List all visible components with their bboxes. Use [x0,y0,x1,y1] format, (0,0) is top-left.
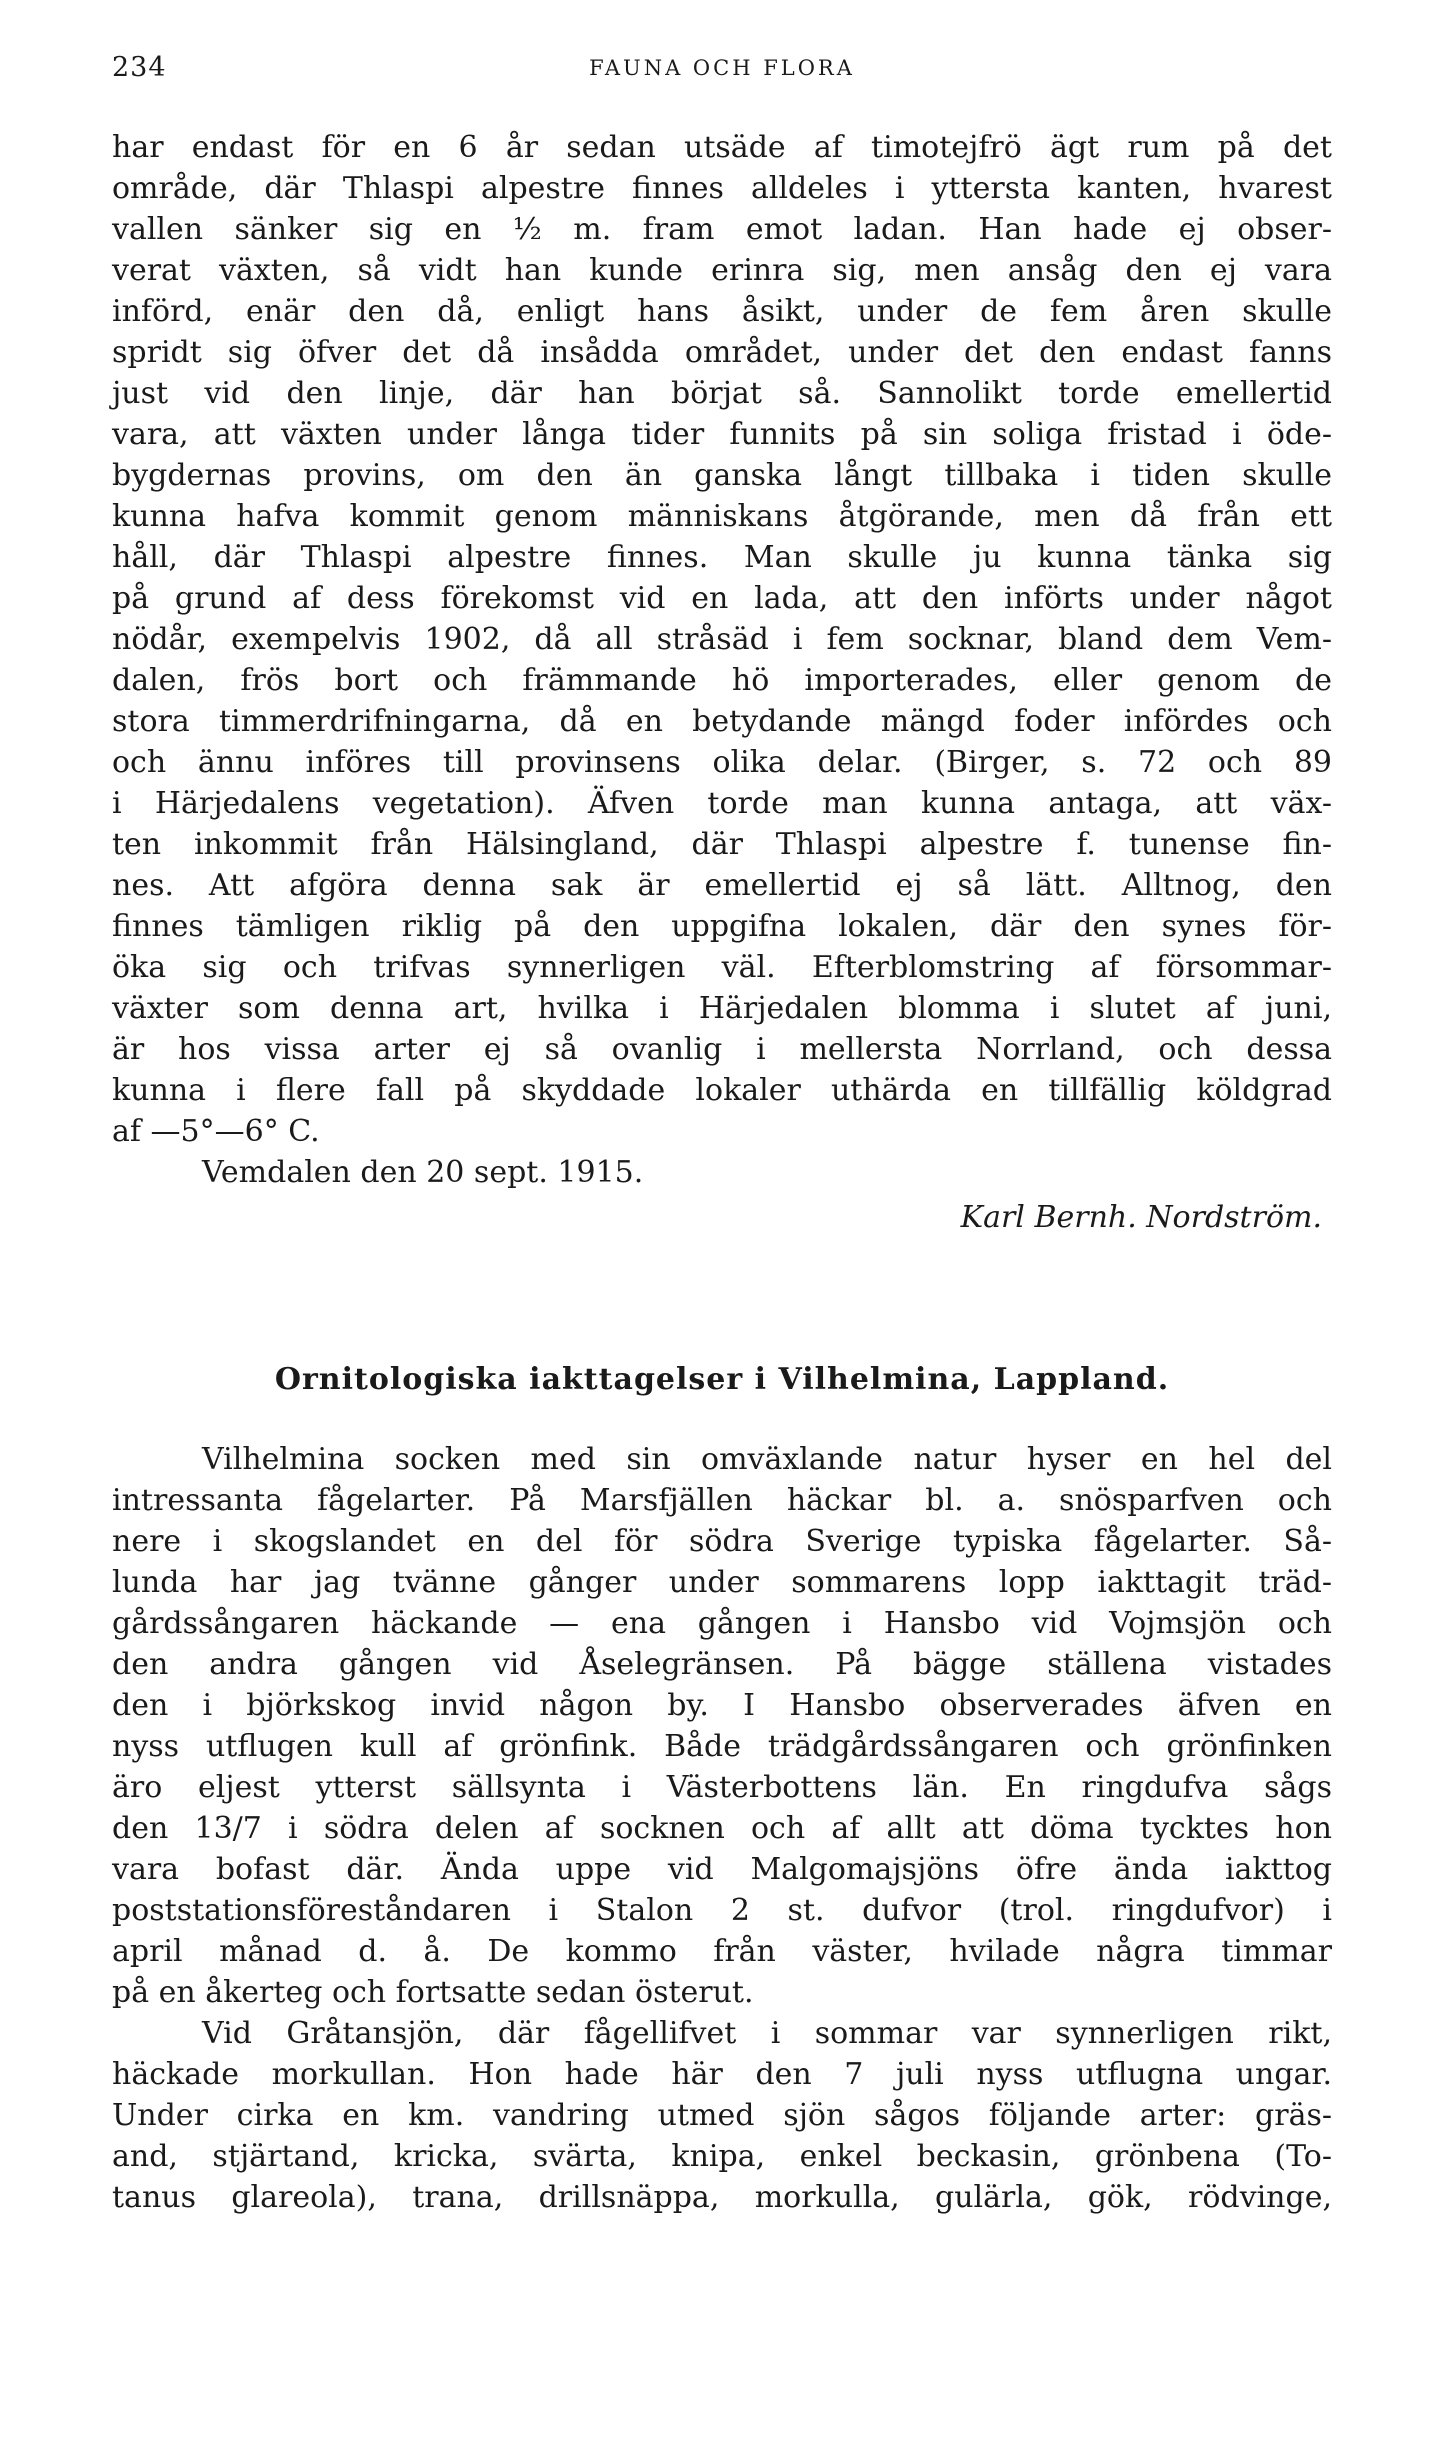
body-line: poststationsföreståndaren i Stalon 2 st. dufvor (trol. ringdufvor) i [112,1893,1332,1928]
body-line: ten inkommit från Hälsingland, där Thlaspi alpestre f. tunense fin- [112,827,1332,862]
body-line: lunda har jag tvänne gånger under sommarens lopp iakttagit träd- [112,1565,1332,1600]
body-line: stora timmerdrifningarna, då en betydande mängd foder infördes och [112,704,1332,739]
body-line: nere i skogslandet en del för södra Sverige typiska fågelarter. Så- [112,1524,1332,1559]
body-line: häckade morkullan. Hon hade här den 7 juli nyss utflugna ungar. [112,2057,1332,2092]
body-line: område, där Thlaspi alpestre finnes alldeles i yttersta kanten, hvarest [112,171,1332,206]
body-line: i Härjedalens vegetation). Äfven torde man kunna antaga, att väx- [112,786,1332,821]
body-line: verat växten, så vidt han kunde erinra sig, men ansåg den ej vara [112,253,1332,288]
body-line: på en åkerteg och fortsatte sedan österut. [112,1975,754,2010]
body-line: är hos vissa arter ej så ovanlig i mellersta Norrland, och dessa [112,1032,1332,1067]
body-line: öka sig och trifvas synnerligen väl. Efterblomstring af försommar- [112,950,1332,985]
body-line: kunna i flere fall på skyddade lokaler uthärda en tillfällig köldgrad [112,1073,1332,1108]
body-line: nödår, exempelvis 1902, då all stråsäd i fem socknar, bland dem Vem- [112,622,1332,657]
body-line: af —5°—6° C. [112,1114,320,1149]
body-line: håll, där Thlaspi alpestre finnes. Man skulle ju kunna tänka sig [112,540,1332,575]
dateline: Vemdalen den 20 sept. 1915. [202,1155,644,1190]
body-line: vara bofast där. Ända uppe vid Malgomajsjöns öfre ända iakttog [112,1852,1332,1887]
body-line: Vid Gråtansjön, där fågellifvet i sommar var synnerligen rikt, [202,2016,1332,2051]
body-line: tanus glareola), trana, drillsnäppa, morkulla, gulärla, gök, rödvinge, [112,2180,1332,2215]
body-line: nes. Att afgöra denna sak är emellertid ej så lätt. Alltnog, den [112,868,1332,903]
page-number: 234 [112,52,167,83]
author-signature: Karl Bernh. Nordström. [960,1200,1322,1235]
body-line: dalen, frös bort och främmande hö importerades, eller genom de [112,663,1332,698]
section-heading: Ornitologiska iakttagelser i Vilhelmina, Lappland. [274,1362,1170,1397]
body-line: den 13/7 i södra delen af socknen och af allt att döma tycktes hon [112,1811,1332,1846]
body-line: Vilhelmina socken med sin omväxlande natur hyser en hel del [202,1442,1332,1477]
body-line: gårdssångaren häckande — ena gången i Hansbo vid Vojmsjön och [112,1606,1332,1641]
body-line: införd, enär den då, enligt hans åsikt, under de fem åren skulle [112,294,1332,329]
body-line: intressanta fågelarter. På Marsfjällen häckar bl. a. snösparfven och [112,1483,1332,1518]
page-header [112,52,1332,92]
body-line: har endast för en 6 år sedan utsäde af timotejfrö ägt rum på det [112,130,1332,165]
body-line: Under cirka en km. vandring utmed sjön sågos följande arter: gräs- [112,2098,1332,2133]
body-line: äro eljest ytterst sällsynta i Västerbottens län. En ringdufva sågs [112,1770,1332,1805]
running-head: FAUNA OCH FLORA [589,56,855,80]
body-line: and, stjärtand, kricka, svärta, knipa, enkel beckasin, grönbena (To- [112,2139,1332,2174]
body-line: den andra gången vid Åselegränsen. På bägge ställena vistades [112,1647,1332,1682]
body-line: vallen sänker sig en ½ m. fram emot ladan. Han hade ej obser- [112,212,1332,247]
body-line: vara, att växten under långa tider funnits på sin soliga fristad i öde- [112,417,1332,452]
body-line: på grund af dess förekomst vid en lada, att den införts under något [112,581,1332,616]
body-line: just vid den linje, där han börjat så. Sannolikt torde emellertid [112,376,1332,411]
body-line: finnes tämligen riklig på den uppgifna lokalen, där den synes för- [112,909,1332,944]
body-line: bygdernas provins, om den än ganska långt tillbaka i tiden skulle [112,458,1332,493]
body-line: och ännu införes till provinsens olika delar. (Birger, s. 72 och 89 [112,745,1332,780]
body-line: växter som denna art, hvilka i Härjedalen blomma i slutet af juni, [112,991,1332,1026]
body-line: april månad d. å. De kommo från väster, hvilade några timmar [112,1934,1332,1969]
body-line: kunna hafva kommit genom människans åtgörande, men då från ett [112,499,1332,534]
body-line: spridt sig öfver det då insådda området, under det den endast fanns [112,335,1332,370]
body-line: den i björkskog invid någon by. I Hansbo observerades äfven en [112,1688,1332,1723]
body-line: nyss utflugen kull af grönfink. Både trädgårdssångaren och grönfinken [112,1729,1332,1764]
